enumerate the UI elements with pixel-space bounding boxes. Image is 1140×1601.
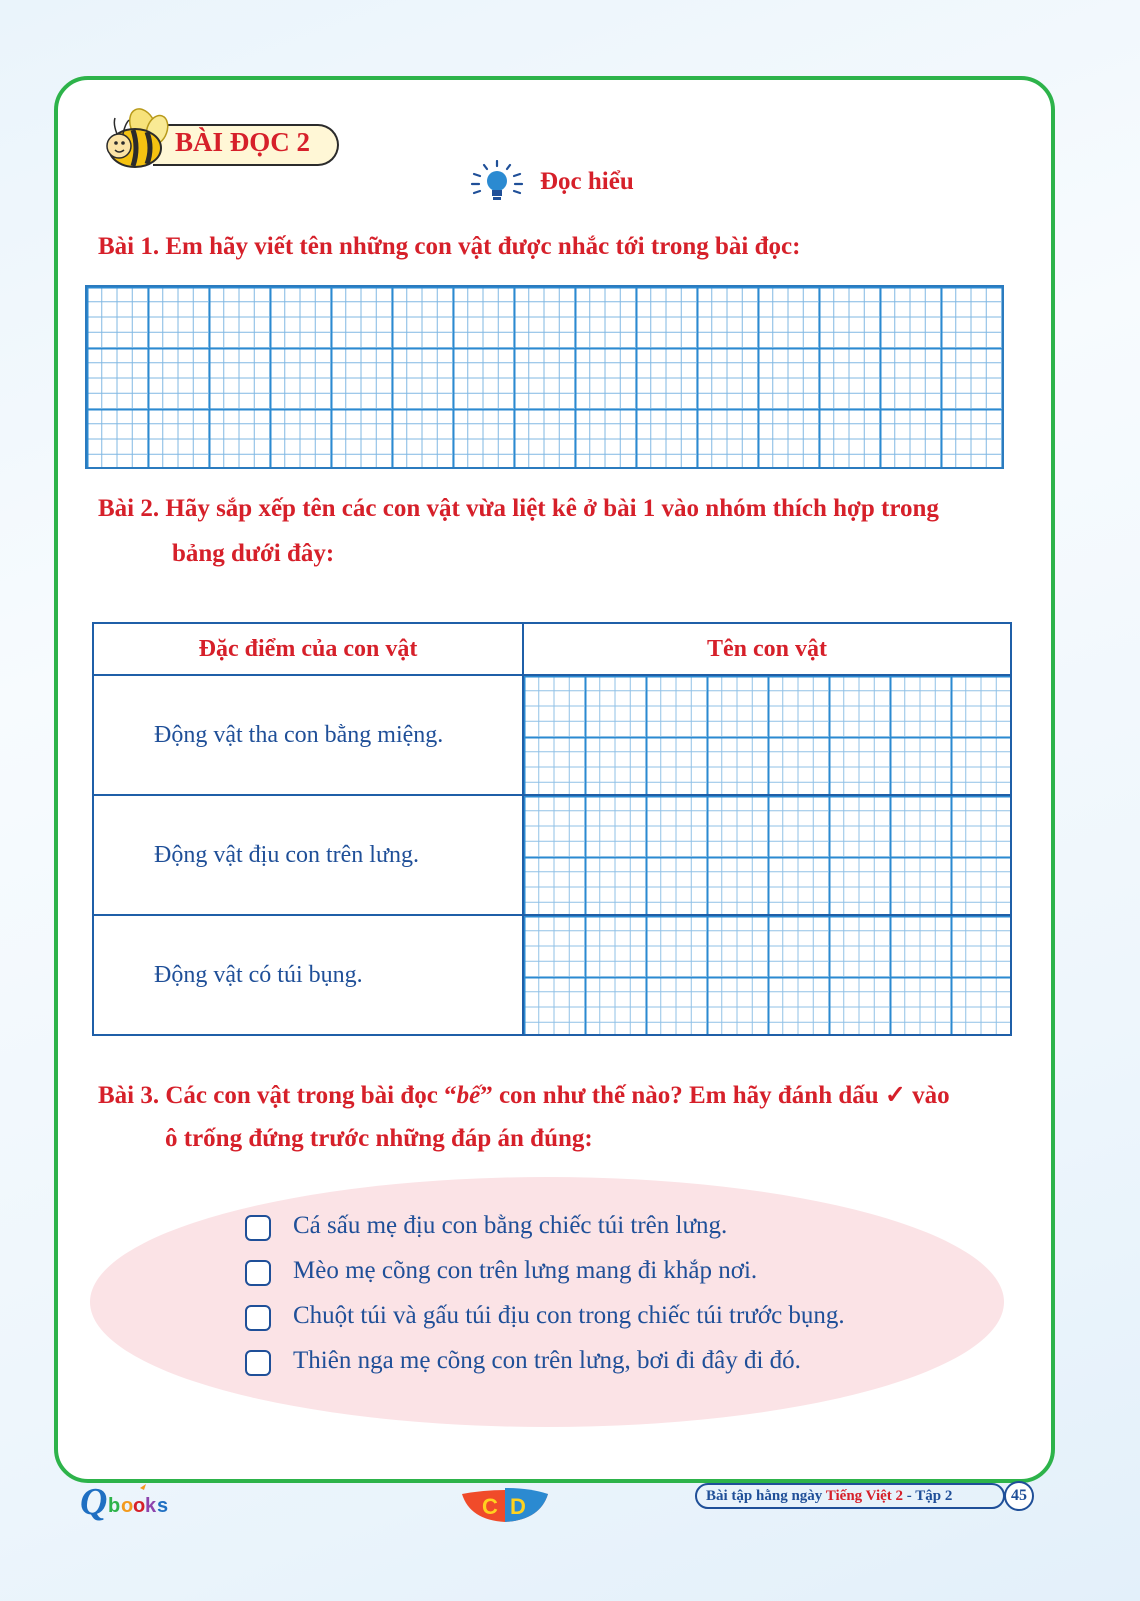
svg-text:o: o — [133, 1495, 146, 1517]
badge-title: BÀI ĐỌC 2 — [175, 127, 311, 157]
exercise-1-writing-grid[interactable] — [85, 285, 1004, 469]
lightbulb-icon — [470, 160, 524, 204]
exercise-2-label: Bài 2. — [98, 495, 160, 522]
answer-checkbox[interactable] — [245, 1260, 271, 1286]
book-title — [695, 1483, 1005, 1509]
answer-checkbox[interactable] — [245, 1305, 271, 1331]
table-row-answer-grid[interactable] — [523, 795, 1011, 915]
table-row — [93, 675, 1011, 795]
table-row — [93, 915, 1011, 1035]
exercise-3-text-b: ” con như thế nào? Em hãy đánh dấu ✓ vào — [480, 1082, 950, 1109]
exercise-2-text: Hãy sắp xếp tên các con vật vừa liệt kê ở bài 1 vào nhóm thích hợp trong — [165, 495, 939, 522]
answer-checkbox[interactable] — [245, 1215, 271, 1241]
svg-text:k: k — [145, 1495, 157, 1517]
svg-text:D: D — [510, 1494, 526, 1519]
svg-text:C: C — [482, 1494, 498, 1519]
exercise-3-label: Bài 3. — [98, 1082, 160, 1109]
exercise-2-prompt — [98, 495, 939, 523]
svg-text:Q: Q — [80, 1481, 108, 1523]
publisher-logo — [80, 1478, 190, 1524]
exercise-1-prompt — [98, 233, 800, 261]
table-header-animal-name: Tên con vật — [523, 623, 1011, 675]
svg-text:b: b — [108, 1495, 121, 1517]
exercise-3-prompt-line2: ô trống đứng trước những đáp án đúng: — [165, 1125, 593, 1152]
section-title: Đọc hiểu — [540, 168, 634, 195]
svg-text:o: o — [121, 1495, 134, 1517]
table-row-answer-grid[interactable] — [523, 915, 1011, 1035]
answer-checkbox[interactable] — [245, 1350, 271, 1376]
page-number: 45 — [1004, 1481, 1034, 1511]
exercise-1-text: Em hãy viết tên những con vật được nhắc tới trong bài đọc: — [165, 233, 801, 260]
book-title-volume: - Tập 2 — [906, 1488, 953, 1504]
answer-option-text: Chuột túi và gấu túi địu con trong chiếc túi trước bụng. — [293, 1302, 845, 1329]
table-header-row — [93, 623, 1011, 675]
exercise-2-prompt-line2: bảng dưới đây: — [172, 540, 335, 567]
exercise-3-prompt — [98, 1080, 950, 1110]
lesson-badge — [103, 100, 343, 172]
answer-option-text: Cá sấu mẹ địu con bằng chiếc túi trên lưng. — [293, 1212, 728, 1239]
table-header-feature: Đặc điểm của con vật — [93, 623, 523, 675]
exercise-3-text-italic: bế — [456, 1082, 481, 1109]
table-row — [93, 795, 1011, 915]
book-title-prefix: Bài tập hằng ngày — [706, 1488, 823, 1504]
cd-logo — [460, 1484, 550, 1524]
answer-option-text: Mèo mẹ cõng con trên lưng mang đi khắp nơi. — [293, 1257, 758, 1284]
table-row-feature: Động vật địu con trên lưng. — [93, 795, 523, 915]
exercise-2-table — [92, 622, 1012, 1036]
answer-option-text: Thiên nga mẹ cõng con trên lưng, bơi đi đây đi đó. — [293, 1347, 801, 1374]
exercise-1-label: Bài 1. — [98, 233, 160, 260]
table-row-feature: Động vật tha con bằng miệng. — [93, 675, 523, 795]
book-title-subject: Tiếng Việt 2 — [825, 1488, 904, 1504]
table-row-answer-grid[interactable] — [523, 675, 1011, 795]
bee-icon — [103, 100, 171, 172]
svg-text:s: s — [157, 1495, 169, 1517]
table-row-feature: Động vật có túi bụng. — [93, 915, 523, 1035]
exercise-3-text-a: Các con vật trong bài đọc “ — [165, 1082, 457, 1109]
